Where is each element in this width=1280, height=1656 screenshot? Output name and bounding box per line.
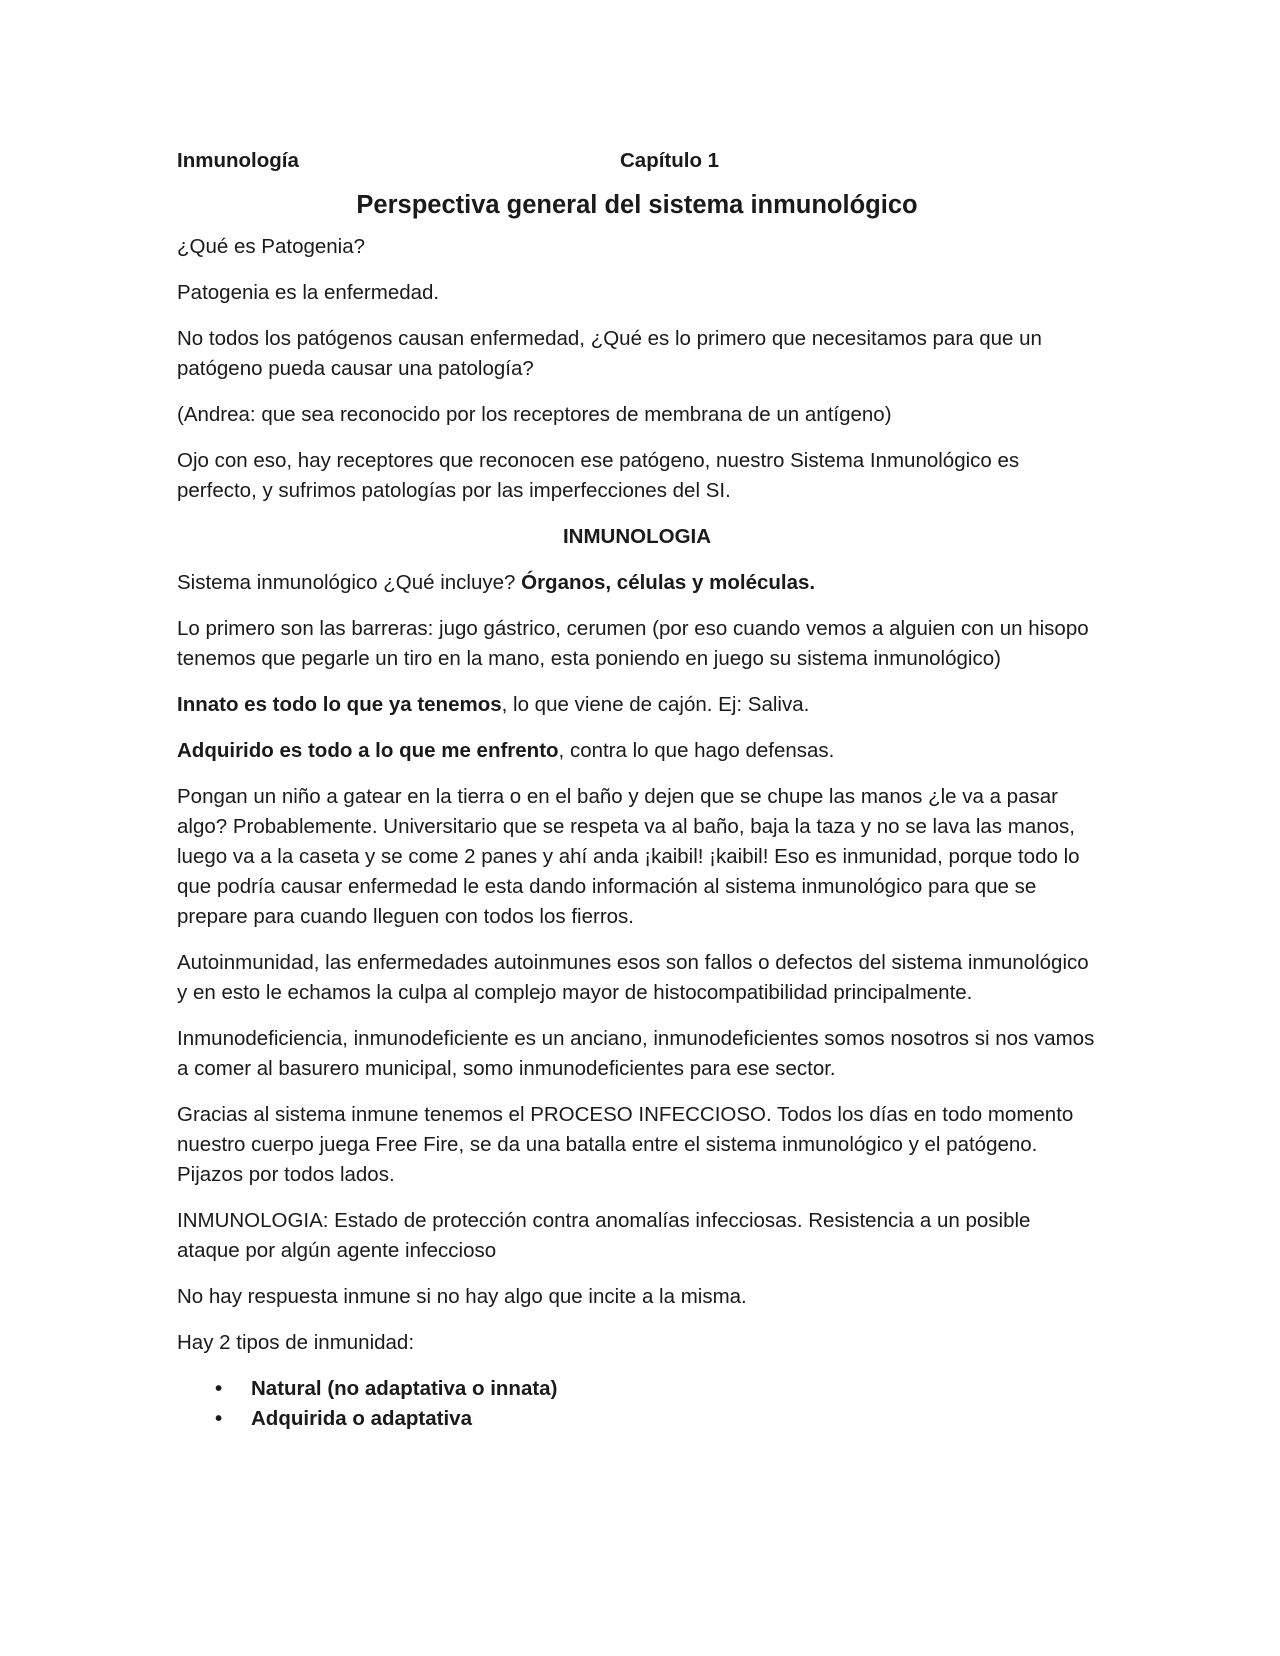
system-includes-bold: Órganos, células y moléculas. <box>521 571 816 594</box>
paragraph-patogenia-definition: Patogenia es la enfermedad. <box>177 281 440 304</box>
paragraph-pathogens-question: No todos los patógenos causan enfermedad, ¿Qué es lo primero que necesitamos para que un patógeno pueda causar una patología? <box>177 327 1042 380</box>
list-item-text: Adquirida o adaptativa <box>251 1407 472 1430</box>
immunity-types-list <box>177 1374 1097 1434</box>
paragraph-immunity-types: Hay 2 tipos de inmunidad: <box>177 1331 415 1354</box>
paragraph-acquired <box>177 736 1097 766</box>
paragraph-barriers: Lo primero son las barreras: jugo gástrico, cerumen (por eso cuando vemos a alguien con un hisopo tenemos que pegarle un tiro en la mano, esta poniendo en juego su sistema inmunológico) <box>177 617 1089 670</box>
list-item <box>177 1374 1097 1404</box>
paragraph-infectious-process: Gracias al sistema inmune tenemos el PROCESO INFECCIOSO. Todos los días en todo momento nuestro cuerpo juega Free Fire, se da una batalla entre el sistema inmunológico y el patógeno. Pijazos por todos lados. <box>177 1103 1074 1186</box>
paragraph-immunology-definition: INMUNOLOGIA: Estado de protección contra anomalías infecciosas. Resistencia a un posible ataque por algún agente infeccioso <box>177 1209 1031 1262</box>
paragraph-immunodeficiency: Inmunodeficiencia, inmunodeficiente es un anciano, inmunodeficientes somos nosotros si nos vamos a comer al basurero municipal, somo inmunodeficientes para ese sector. <box>177 1027 1095 1080</box>
chapter-label: Capítulo 1 <box>620 149 720 172</box>
paragraph-autoimmunity: Autoinmunidad, las enfermedades autoinmunes esos son fallos o defectos del sistema inmunológico y en esto le echamos la culpa al complejo mayor de histocompatibilidad principalmente. <box>177 951 1089 1004</box>
acquired-bold: Adquirido es todo a lo que me enfrento <box>177 739 559 762</box>
system-includes-text: Sistema inmunológico ¿Qué incluye? <box>177 571 522 594</box>
paragraph-innate <box>177 690 1097 720</box>
bullet-icon: • <box>215 1407 223 1430</box>
paragraph-system-includes <box>177 568 1097 598</box>
acquired-text: , contra lo que hago defensas. <box>558 739 835 762</box>
bullet-icon: • <box>215 1377 223 1400</box>
paragraph-immunity-example: Pongan un niño a gatear en la tierra o en el baño y dejen que se chupe las manos ¿le va a pasar algo? Probablemente. Universitario que se respeta va al baño, baja la taza y no se lava las manos, luego va a la caseta y se come 2 panes y ahí anda ¡kaibil! ¡kaibil! Eso es inmunidad, porque todo lo que podría causar enfermedad le esta dando información al sistema inmunológico para que se prepare para cuando lleguen con todos los fierros. <box>177 785 1080 928</box>
list-item <box>177 1404 1097 1434</box>
paragraph-andrea-answer: (Andrea: que sea reconocido por los receptores de membrana de un antígeno) <box>177 403 892 426</box>
document-header <box>177 146 1097 176</box>
section-heading: INMUNOLOGIA <box>562 525 712 548</box>
paragraph-immune-response: No hay respuesta inmune si no hay algo que incite a la misma. <box>177 1285 747 1308</box>
document-title: Perspectiva general del sistema inmunológico <box>356 191 918 219</box>
paragraph-receptors: Ojo con eso, hay receptores que reconocen ese patógeno, nuestro Sistema Inmunológico es perfecto, y sufrimos patologías por las imperfecciones del SI. <box>177 449 1020 502</box>
innate-text: , lo que viene de cajón. Ej: Saliva. <box>501 693 810 716</box>
document-page <box>177 146 1097 1434</box>
subject-label: Inmunología <box>177 149 299 172</box>
paragraph-question-patogenia: ¿Qué es Patogenia? <box>177 235 366 258</box>
list-item-text: Natural (no adaptativa o innata) <box>251 1377 558 1400</box>
innate-bold: Innato es todo lo que ya tenemos <box>177 693 502 716</box>
